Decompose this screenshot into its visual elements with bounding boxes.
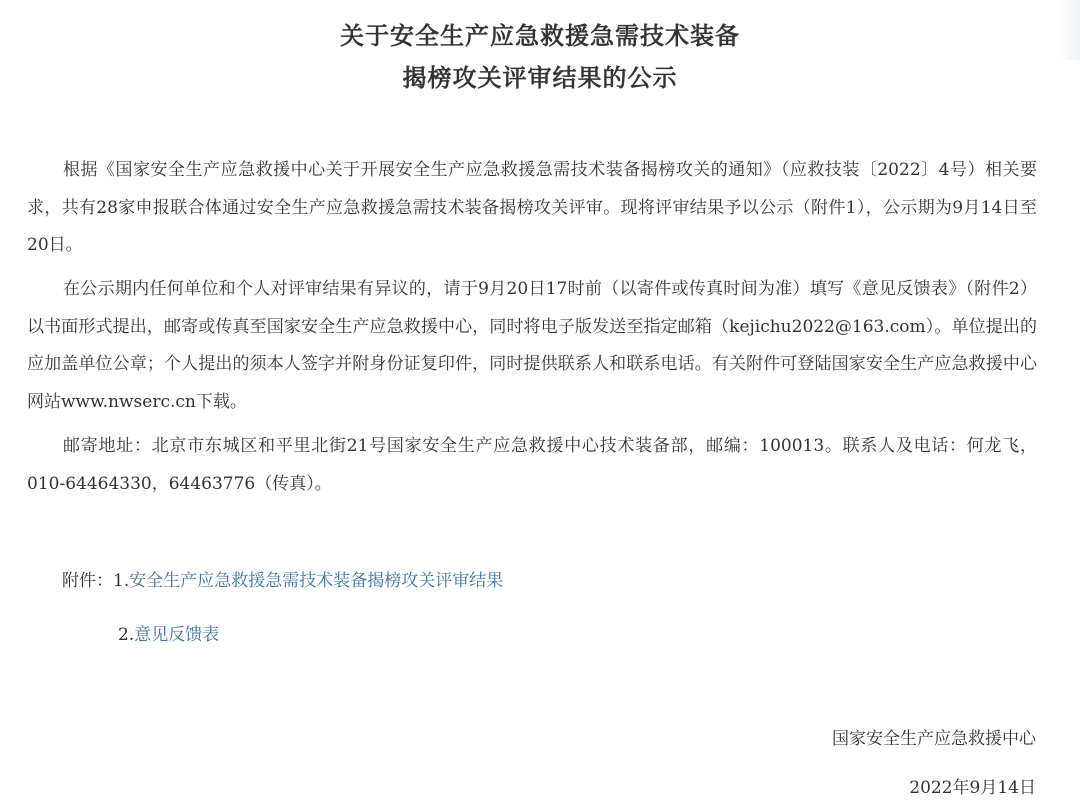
attachment-link-feedback-form[interactable]: 意见反馈表 [134, 625, 220, 645]
title-line-1: 关于安全生产应急救援急需技术装备 [340, 21, 740, 50]
attachment-link-review-results[interactable]: 安全生产应急救援急需技术装备揭榜攻关评审结果 [129, 571, 504, 591]
title-line-2: 揭榜攻关评审结果的公示 [402, 63, 678, 92]
signature-organization: 国家安全生产应急救援中心 [832, 729, 1036, 749]
paragraph-objection: 在公示期内任何单位和个人对评审结果有异议的，请于9月20日17时前（以寄件或传真时间为准）填写《意见反馈表》（附件2）以书面形式提出，邮寄或传真至国家安全生产应急救援中心，同时将电子版发送至指定邮箱（kejichu2022@163.com）。单位提出的应加盖单位公章；个人提出的须本人签字并附身份证复印件，同时提供联系人和联系电话。有关附件可登陆国家安全生产应急救援中心网站www.nwserc.cn下载。 [27, 279, 1037, 412]
paragraph-basis: 根据《国家安全生产应急救援中心关于开展安全生产应急救援急需技术装备揭榜攻关的通知》（应救技装〔2022〕4号）相关要求，共有28家申报联合体通过安全生产应急救援急需技术装备揭榜攻关评审。现将评审结果予以公示（附件1），公示期为9月14日至20日。 [27, 160, 1037, 255]
paragraph-address: 邮寄地址：北京市东城区和平里北街21号国家安全生产应急救援中心技术装备部，邮编：100013。联系人及电话：何龙飞，010-64464330，64463776（传真）。 [27, 436, 1037, 494]
attachment-item-2 [118, 620, 219, 650]
signature-date: 2022年9月14日 [909, 778, 1036, 798]
attachment-number-2: 2. [118, 625, 135, 645]
attachment-prefix: 附件： [62, 571, 113, 591]
attachment-number-1: 1. [113, 571, 130, 591]
attachment-item-1 [62, 566, 503, 596]
